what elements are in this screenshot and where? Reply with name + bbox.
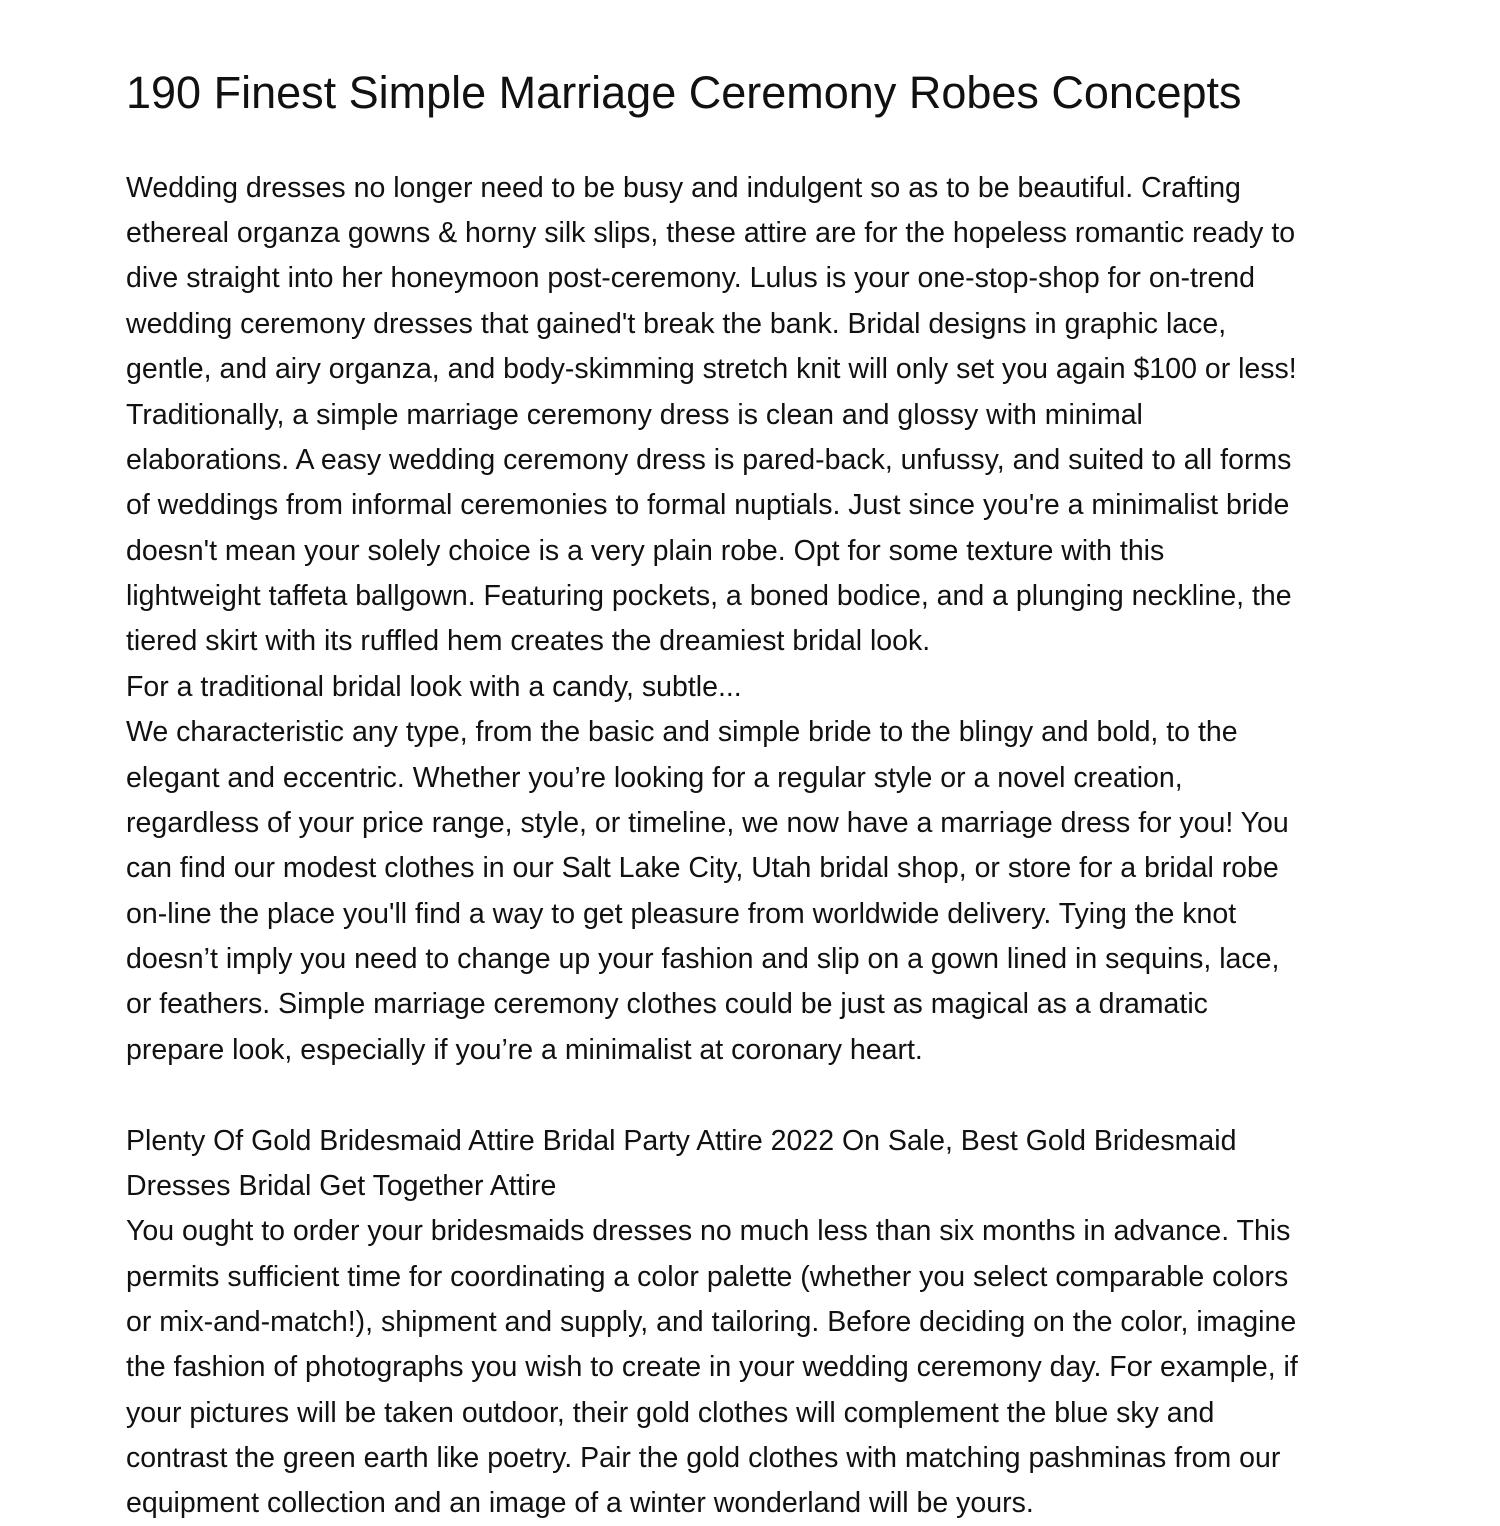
text-line: gentle, and airy organza, and body-skimming stretch knit will only set you again $100 or less!	[126, 353, 1297, 385]
text-line: doesn't mean your solely choice is a very plain robe. Opt for some texture with this	[126, 535, 1165, 567]
text-line: Traditionally, a simple marriage ceremony dress is clean and glossy with minimal	[126, 399, 1143, 431]
text-line: of weddings from informal ceremonies to formal nuptials. Just since you're a minimalist bride	[126, 489, 1290, 521]
text-line: You ought to order your bridesmaids dresses no much less than six months in advance. This	[126, 1215, 1291, 1247]
text-line: on-line the place you'll find a way to get pleasure from worldwide delivery. Tying the knot	[126, 898, 1237, 930]
text-line: regardless of your price range, style, or timeline, we now have a marriage dress for you! You	[126, 807, 1289, 839]
text-line: or feathers. Simple marriage ceremony clothes could be just as magical as a dramatic	[126, 988, 1208, 1020]
text-line: We characteristic any type, from the basic and simple bride to the blingy and bold, to the	[126, 716, 1238, 748]
text-line: elegant and eccentric. Whether you’re looking for a regular style or a novel creation,	[126, 762, 1183, 794]
text-line: tiered skirt with its ruffled hem creates the dreamiest bridal look.	[126, 625, 931, 657]
section-heading-line: Dresses Bridal Get Together Attire	[126, 1170, 557, 1202]
text-line: or mix-and-match!), shipment and supply, and tailoring. Before deciding on the color, imagine	[126, 1306, 1297, 1338]
text-line: can find our modest clothes in our Salt Lake City, Utah bridal shop, or store for a bridal robe	[126, 852, 1279, 884]
text-line: elaborations. A easy wedding ceremony dress is pared-back, unfussy, and suited to all forms	[126, 444, 1292, 476]
text-line: ethereal organza gowns & horny silk slips, these attire are for the hopeless romantic ready to	[126, 217, 1296, 249]
text-line: wedding ceremony dresses that gained't break the bank. Bridal designs in graphic lace,	[126, 308, 1227, 340]
text-line: contrast the green earth like poetry. Pair the gold clothes with matching pashminas from our	[126, 1442, 1281, 1474]
text-line: Wedding dresses no longer need to be busy and indulgent so as to be beautiful. Crafting	[126, 172, 1241, 204]
section-heading-line: Plenty Of Gold Bridesmaid Attire Bridal Party Attire 2022 On Sale, Best Gold Bridesmaid	[126, 1125, 1237, 1157]
text-line: lightweight taffeta ballgown. Featuring pockets, a boned bodice, and a plunging neckline, the	[126, 580, 1292, 612]
text-line: prepare look, especially if you’re a minimalist at coronary heart.	[126, 1034, 923, 1066]
text-line: doesn’t imply you need to change up your fashion and slip on a gown lined in sequins, lace,	[126, 943, 1280, 975]
text-line: dive straight into her honeymoon post-ceremony. Lulus is your one-stop-shop for on-trend	[126, 262, 1255, 294]
document-title: 190 Finest Simple Marriage Ceremony Robes Concepts	[126, 67, 1242, 118]
text-line: the fashion of photographs you wish to create in your wedding ceremony day. For example, if	[126, 1351, 1298, 1383]
text-line: your pictures will be taken outdoor, their gold clothes will complement the blue sky and	[126, 1397, 1215, 1429]
text-line: For a traditional bridal look with a candy, subtle...	[126, 671, 742, 703]
text-line: permits sufficient time for coordinating a color palette (whether you select comparable colors	[126, 1261, 1289, 1293]
text-line: equipment collection and an image of a winter wonderland will be yours.	[126, 1487, 1034, 1519]
